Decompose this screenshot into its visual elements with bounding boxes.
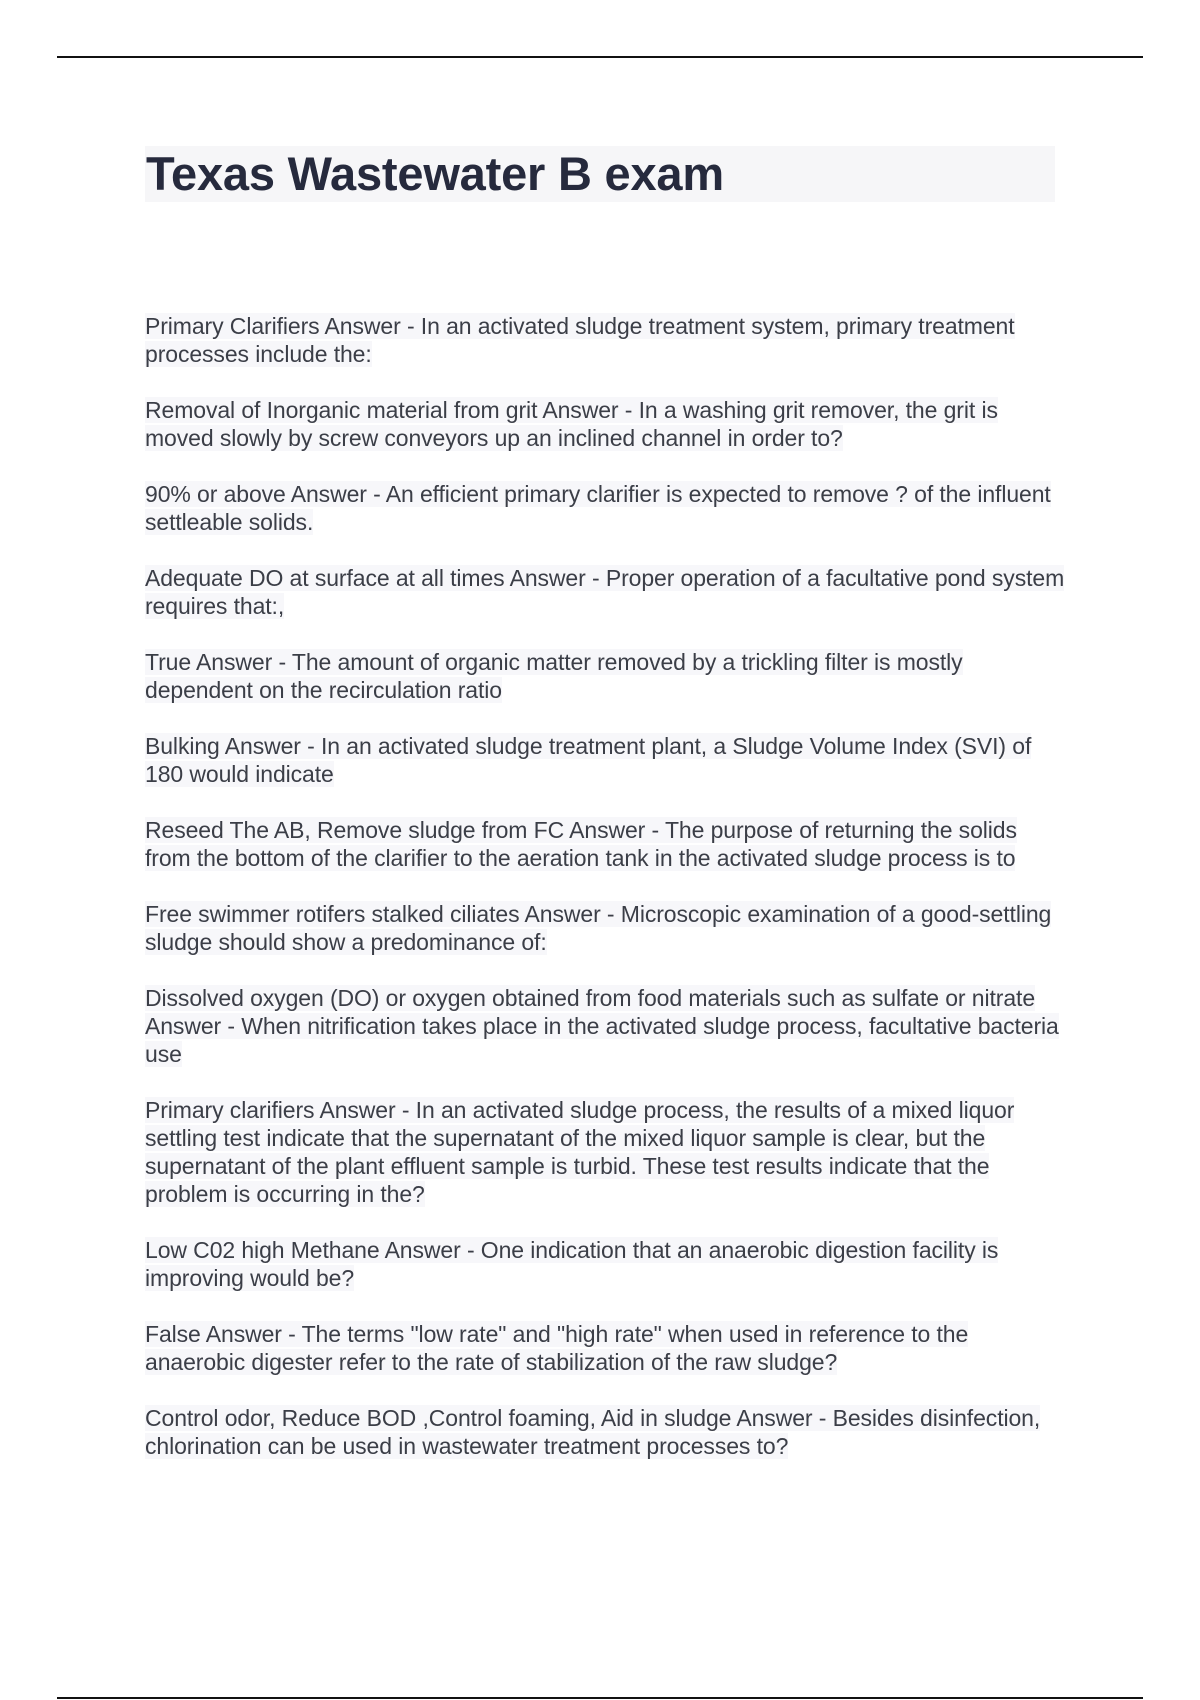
qa-item bbox=[145, 396, 1065, 452]
qa-item bbox=[145, 480, 1065, 536]
qa-text: Reseed The AB, Remove sludge from FC Answer - The purpose of returning the solids from the bottom of the clarifier to the aeration tank in the activated sludge process is to bbox=[145, 817, 1017, 871]
qa-text: False Answer - The terms "low rate" and "high rate" when used in reference to the anaerobic digester refer to the rate of stabilization of the raw sludge? bbox=[145, 1321, 969, 1375]
qa-item bbox=[145, 900, 1065, 956]
qa-text: 90% or above Answer - An efficient primary clarifier is expected to remove ? of the influent settleable solids. bbox=[145, 481, 1051, 535]
qa-text: Primary clarifiers Answer - In an activated sludge process, the results of a mixed liquor settling test indicate that the supernatant of the mixed liquor sample is clear, but the supernatant of the plant effluent sample is turbid. These test results indicate that the problem is occurring in the? bbox=[145, 1097, 1015, 1207]
qa-item bbox=[145, 1236, 1065, 1292]
qa-item bbox=[145, 816, 1065, 872]
qa-text: True Answer - The amount of organic matter removed by a trickling filter is mostly dependent on the recirculation ratio bbox=[145, 649, 963, 703]
qa-text: Low C02 high Methane Answer - One indication that an anaerobic digestion facility is improving would be? bbox=[145, 1237, 999, 1291]
qa-item bbox=[145, 564, 1065, 620]
qa-item bbox=[145, 1404, 1065, 1460]
qa-text: Removal of Inorganic material from grit Answer - In a washing grit remover, the grit is moved slowly by screw conveyors up an inclined channel in order to? bbox=[145, 397, 998, 451]
footer-rule bbox=[57, 1697, 1143, 1699]
qa-text: Free swimmer rotifers stalked ciliates Answer - Microscopic examination of a good-settling sludge should show a predominance of: bbox=[145, 901, 1052, 955]
question-answer-list bbox=[145, 312, 1065, 1488]
qa-text: Dissolved oxygen (DO) or oxygen obtained from food materials such as sulfate or nitrate Answer - When nitrification takes place in the activated sludge process, facultative bacteria use bbox=[145, 985, 1059, 1067]
qa-text: Bulking Answer - In an activated sludge treatment plant, a Sludge Volume Index (SVI) of 180 would indicate bbox=[145, 733, 1032, 787]
qa-text: Control odor, Reduce BOD ,Control foaming, Aid in sludge Answer - Besides disinfection, chlorination can be used in wastewater treatment processes to? bbox=[145, 1405, 1041, 1459]
page-title: Texas Wastewater B exam bbox=[146, 147, 724, 200]
qa-item bbox=[145, 312, 1065, 368]
qa-text: Primary Clarifiers Answer - In an activated sludge treatment system, primary treatment processes include the: bbox=[145, 313, 1015, 367]
qa-text: Adequate DO at surface at all times Answer - Proper operation of a facultative pond system requires that:, bbox=[145, 565, 1065, 619]
qa-item bbox=[145, 1320, 1065, 1376]
header-rule bbox=[57, 56, 1143, 58]
qa-item bbox=[145, 984, 1065, 1068]
qa-item bbox=[145, 732, 1065, 788]
qa-item bbox=[145, 1096, 1065, 1208]
qa-item bbox=[145, 648, 1065, 704]
